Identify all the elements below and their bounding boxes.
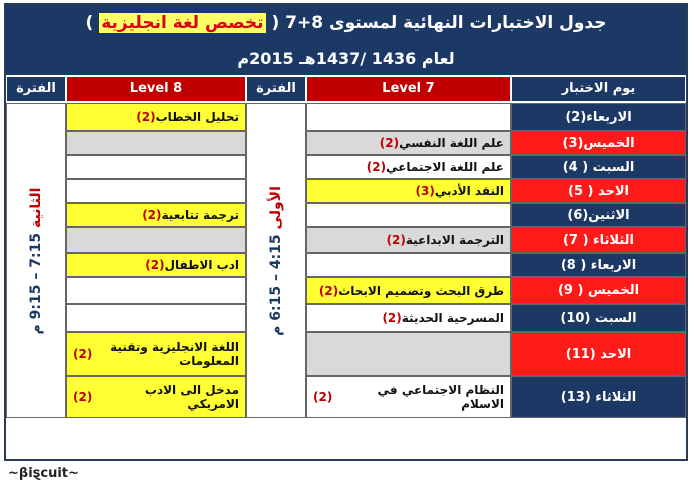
credit-hours: (3)	[415, 184, 435, 198]
course-name: المسرحية الحديثة	[401, 311, 504, 325]
level-8-course-cell	[66, 179, 246, 203]
course-name: اللغة الانجليزية وتقنية المعلومات	[110, 340, 239, 368]
credit-hours: (2)	[379, 136, 400, 150]
level-7-course-cell	[306, 203, 511, 227]
level-7-course-cell	[306, 253, 511, 277]
exam-day-cell: الثلاثاء ( 7)	[511, 227, 686, 253]
level-8-course-cell	[66, 304, 246, 332]
course-name: علم اللغة النفسي	[399, 136, 504, 150]
credit-hours: (2)	[313, 390, 333, 404]
col-header-exam-day: يوم الاختبار	[512, 77, 685, 101]
exam-day-cell: الاحد (11)	[511, 332, 686, 376]
period-label	[268, 186, 284, 336]
signature: ~βiȿcuit~	[8, 466, 79, 481]
col-header-level-8: Level 8	[67, 77, 245, 101]
level-7-course-cell	[306, 376, 511, 418]
period-time: 7:15 – 9:15 م	[28, 232, 44, 334]
major-highlight: تخصص لغة انجليزية	[101, 13, 264, 33]
credit-hours: (2)	[318, 283, 339, 298]
course-name: ادب الاطفال	[164, 258, 239, 272]
credit-hours: (2)	[136, 110, 156, 124]
credit-hours: (2)	[145, 258, 165, 272]
level-8-course-cell	[66, 155, 246, 179]
col-header-period-1: الفترة	[247, 77, 305, 101]
exam-day-cell: السبت (10)	[511, 304, 686, 332]
level-8-course-cell	[66, 203, 246, 227]
period-second-cell	[6, 103, 66, 418]
exam-day-cell: الثلاثاء (13)	[511, 376, 686, 418]
course-name: الترجمة الابداعية	[405, 233, 504, 247]
level-7-course-cell	[306, 179, 511, 203]
exam-day-cell: الاربعاء(2)	[511, 103, 686, 131]
period-first-cell	[246, 103, 306, 418]
level-8-course-cell	[66, 103, 246, 131]
credit-hours: (2)	[386, 233, 406, 247]
period-label	[28, 187, 44, 334]
level-8-course-cell	[66, 332, 246, 376]
course-name: مدخل الى الادب الامريكي	[144, 383, 239, 411]
level-8-course-cell	[66, 277, 246, 304]
level-7-course-cell	[306, 304, 511, 332]
level-7-course-cell	[306, 103, 511, 131]
credit-hours: (2)	[382, 311, 402, 325]
level-7-course-cell	[306, 277, 511, 304]
level-7-course-cell	[306, 227, 511, 253]
period-time: 4:15 – 6:15 م	[268, 233, 284, 336]
exam-day-cell: الاربعاء ( 8)	[511, 253, 686, 277]
course-name: طرق البحث وتصميم الابحاث	[338, 283, 504, 298]
exam-day-cell: الخميس ( 9)	[511, 277, 686, 304]
col-header-level-7: Level 7	[307, 77, 510, 101]
page-title: جدول الاختبارات النهائية لمستوى 8+7 ( تخصص لغة انجليزية )	[85, 13, 607, 33]
course-name: علم اللغة الاجتماعي	[386, 160, 504, 174]
col-header-period-2: الفترة	[7, 77, 65, 101]
credit-hours: (2)	[142, 208, 162, 222]
level-8-course-cell	[66, 227, 246, 253]
level-7-course-cell	[306, 332, 511, 376]
course-name: النظام الاجتماعي في الاسلام	[377, 383, 504, 411]
exam-day-cell: السبت ( 4)	[511, 155, 686, 179]
course-name: ترجمة تتابعية	[161, 208, 239, 222]
period-name: الثانية	[28, 187, 44, 228]
level-8-course-cell	[66, 376, 246, 418]
period-name: الأولى	[268, 185, 284, 229]
level-8-course-cell	[66, 131, 246, 155]
table-header	[6, 5, 686, 75]
credit-hours: (2)	[73, 347, 93, 361]
level-8-course-cell	[66, 253, 246, 277]
exam-day-cell: الاثنين(6)	[511, 203, 686, 227]
level-7-course-cell	[306, 131, 511, 155]
credit-hours: (2)	[73, 390, 93, 404]
exam-day-cell: الخميس(3)	[511, 131, 686, 155]
exam-day-cell: الاحد ( 5)	[511, 179, 686, 203]
academic-year: لعام 1436 /1437هـ 2015م	[237, 49, 455, 68]
course-name: تحليل الخطاب	[155, 110, 239, 124]
course-name: النقد الأدبي	[434, 184, 504, 198]
level-7-course-cell	[306, 155, 511, 179]
credit-hours: (2)	[366, 160, 387, 174]
